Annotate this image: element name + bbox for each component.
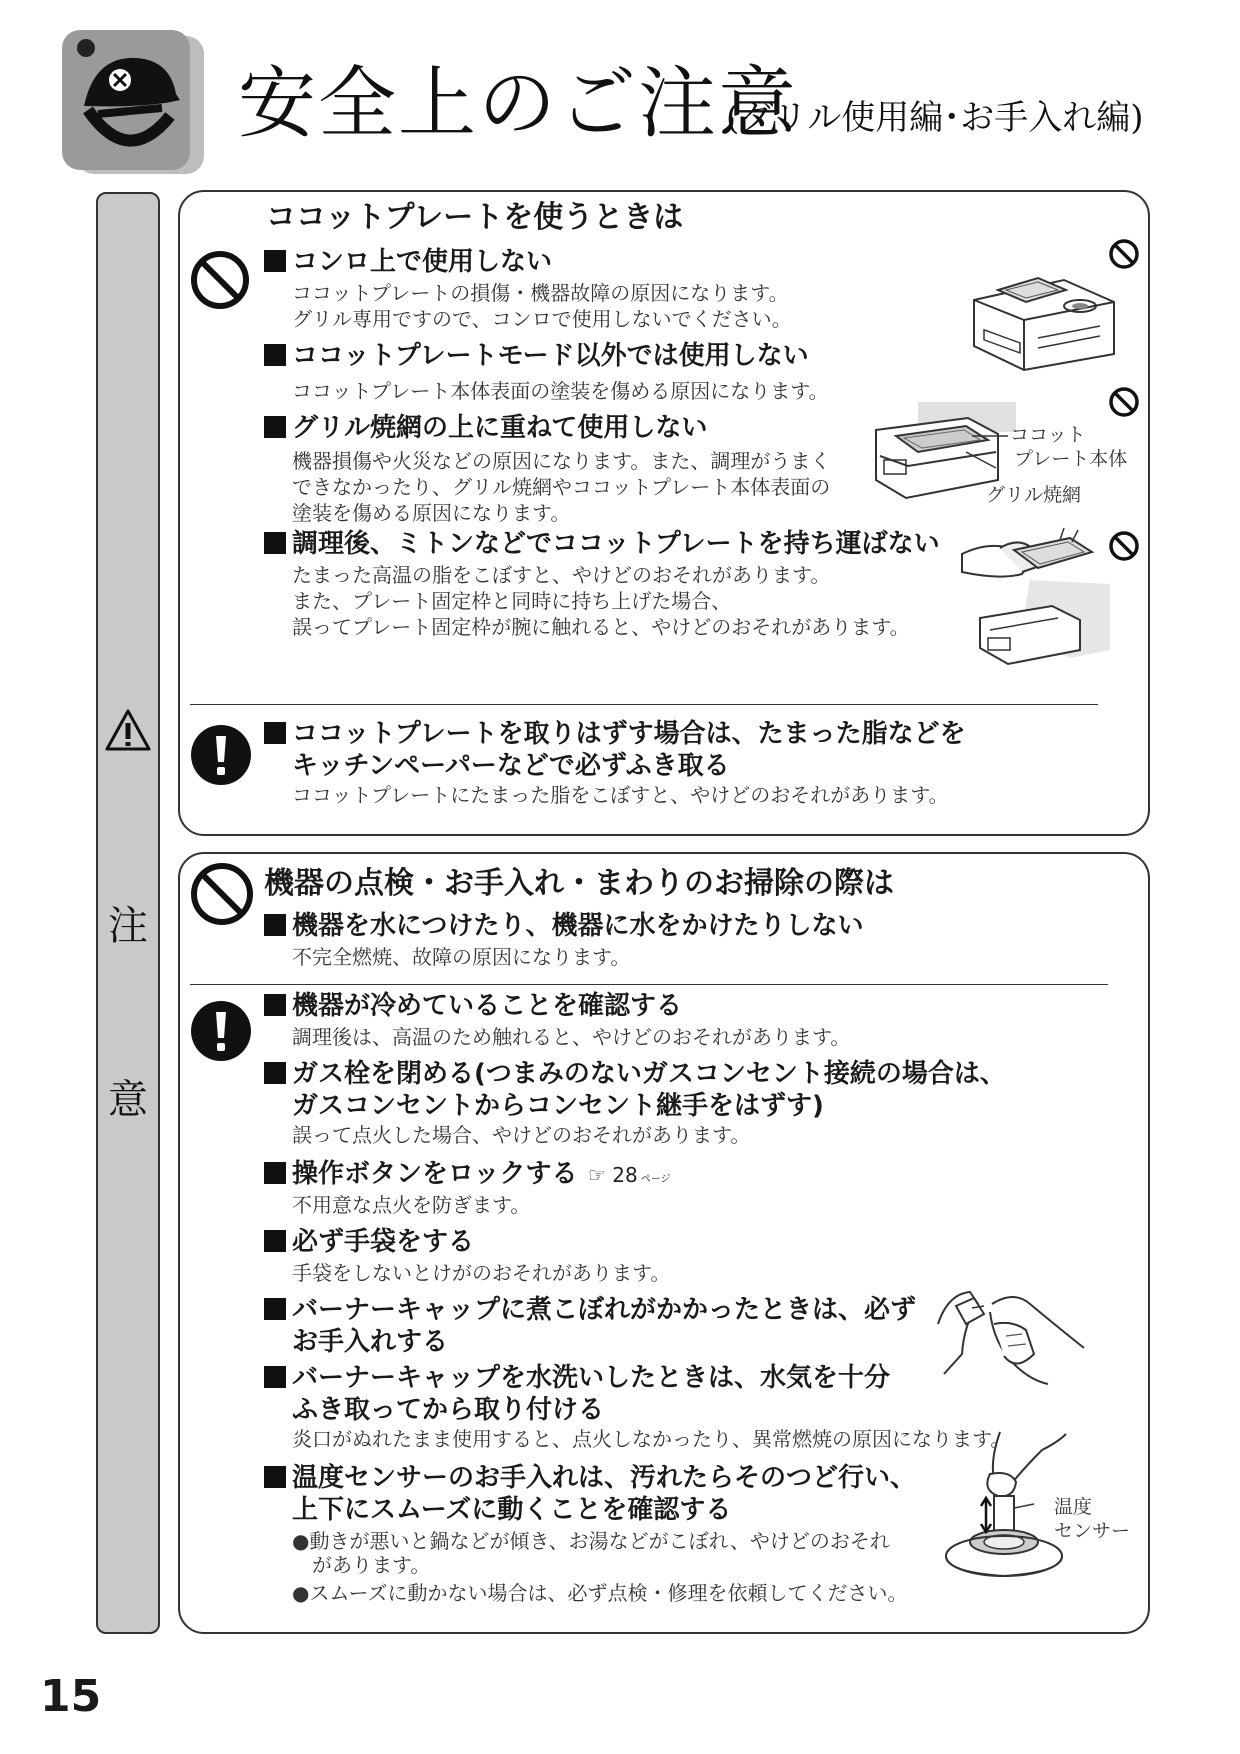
item-heading: 必ず手袋をする — [264, 1226, 474, 1259]
page-subtitle: (グリル使用編･お手入れ編) — [726, 98, 1144, 138]
item-text: 誤って点火した場合、やけどのおそれがあります。 — [292, 1123, 751, 1147]
item-text: 炎口がぬれたまま使用すると、点火しなかったり、異常燃焼の原因になります。 — [292, 1427, 1011, 1451]
prohibition-icon — [190, 250, 250, 310]
item-text: ココットプレートにたまった脂をこぼすと、やけどのおそれがあります。 — [292, 783, 949, 807]
item-text: 調理後は、高温のため触れると、やけどのおそれがあります。 — [292, 1025, 851, 1049]
required-item-heading: キッチンペーパーなどで必ずふき取る — [292, 751, 730, 781]
cleaning-burner-cap-illustration — [934, 1284, 1084, 1394]
cocotte-plate-label: プレート本体 — [1014, 448, 1128, 470]
item-heading: ガスコンセントからコンセント継手をはずす) — [292, 1091, 824, 1121]
page-reference: ☞ 28 ページ — [588, 1163, 671, 1187]
item-heading: 機器が冷めていることを確認する — [264, 990, 682, 1023]
temperature-sensor-label: センサー — [1054, 1520, 1131, 1542]
item-heading: ココットプレートモード以外では使用しない — [264, 340, 809, 373]
item-heading: 調理後、ミトンなどでココットプレートを持ち運ばない — [264, 528, 940, 561]
prohibition-icon-small — [1108, 530, 1140, 562]
prohibition-icon-small — [1108, 386, 1140, 418]
item-heading: ふき取ってから取り付ける — [292, 1395, 605, 1425]
item-text: ココットプレート本体表面の塗装を傷める原因になります。 — [292, 379, 829, 403]
bullet-text: があります。 — [312, 1553, 431, 1577]
item-text: たまった高温の脂をこぼすと、やけどのおそれがあります。 — [292, 563, 831, 587]
item-text: 不用意な点火を防ぎます。 — [292, 1193, 531, 1217]
item-text: グリル専用ですので、コンロで使用しないでください。 — [292, 307, 792, 331]
item-heading: 上下にスムーズに動くことを確認する — [292, 1495, 732, 1525]
item-text: 手袋をしないとけがのおそれがあります。 — [292, 1261, 671, 1285]
item-heading: バーナーキャップを水洗いしたときは、水気を十分 — [264, 1362, 890, 1395]
bullet-text: ●スムーズに動かない場合は、必ず点検・修理を依頼してください。 — [292, 1581, 908, 1605]
cocotte-plate-label: ココット — [1010, 424, 1086, 446]
item-text: できなかったり、グリル焼網やココットプレート本体表面の — [292, 475, 831, 499]
divider — [190, 704, 1098, 705]
mandatory-action-icon — [190, 1000, 252, 1062]
prohibition-icon — [190, 862, 254, 926]
item-heading: お手入れする — [292, 1327, 449, 1357]
item-heading: バーナーキャップに煮こぼれがかかったときは、必ず — [264, 1294, 916, 1327]
item-text: 塗装を傷める原因になります。 — [292, 501, 571, 525]
bullet-text: ●動きが悪いと鍋などが傾き、お湯などがこぼれ、やけどのおそれ — [292, 1529, 890, 1553]
item-heading: コンロ上で使用しない — [264, 246, 552, 279]
item-text: また、プレート固定枠と同時に持ち上げた場合、 — [292, 589, 732, 613]
sidebar-char-chu: 注 — [108, 903, 148, 949]
item-heading: 操作ボタンをロックする — [264, 1158, 577, 1191]
item-text: 誤ってプレート固定枠が腕に触れると、やけどのおそれがあります。 — [292, 615, 910, 639]
item-text: 不完全燃焼、故障の原因になります。 — [292, 945, 631, 969]
cocotte-on-stove-illustration — [968, 262, 1118, 372]
section-title: 機器の点検・お手入れ・まわりのお掃除の際は — [264, 866, 894, 901]
page-number: 15 — [40, 1671, 102, 1722]
mandatory-action-icon — [190, 724, 252, 786]
section-title: ココットプレートを使うときは — [266, 200, 684, 235]
item-text: ココットプレートの損傷・機器故障の原因になります。 — [292, 281, 789, 305]
caution-helmet-icon — [58, 28, 208, 178]
item-heading: 機器を水につけたり、機器に水をかけたりしない — [264, 910, 863, 943]
warning-triangle-icon — [104, 708, 152, 752]
sidebar-char-i: 意 — [108, 1077, 148, 1123]
required-item-heading: ココットプレートを取りはずす場合は、たまった脂などを — [264, 718, 966, 751]
temperature-sensor-label: 温度 — [1054, 1496, 1093, 1518]
mitten-carrying-illustration — [960, 520, 1112, 672]
item-text: 機器損傷や火災などの原因になります。また、調理がうまく — [292, 449, 831, 473]
item-heading: グリル焼網の上に重ねて使用しない — [264, 412, 707, 445]
item-heading: 温度センサーのお手入れは、汚れたらそのつど行い、 — [264, 1462, 916, 1495]
grill-net-label: グリル焼網 — [986, 484, 1082, 506]
item-heading: ガス栓を閉める(つまみのないガスコンセント接続の場合は、 — [264, 1058, 1006, 1091]
divider — [190, 984, 1108, 985]
temperature-sensor-illustration — [930, 1430, 1070, 1590]
page-title: 安全上のご注意 — [238, 59, 799, 149]
